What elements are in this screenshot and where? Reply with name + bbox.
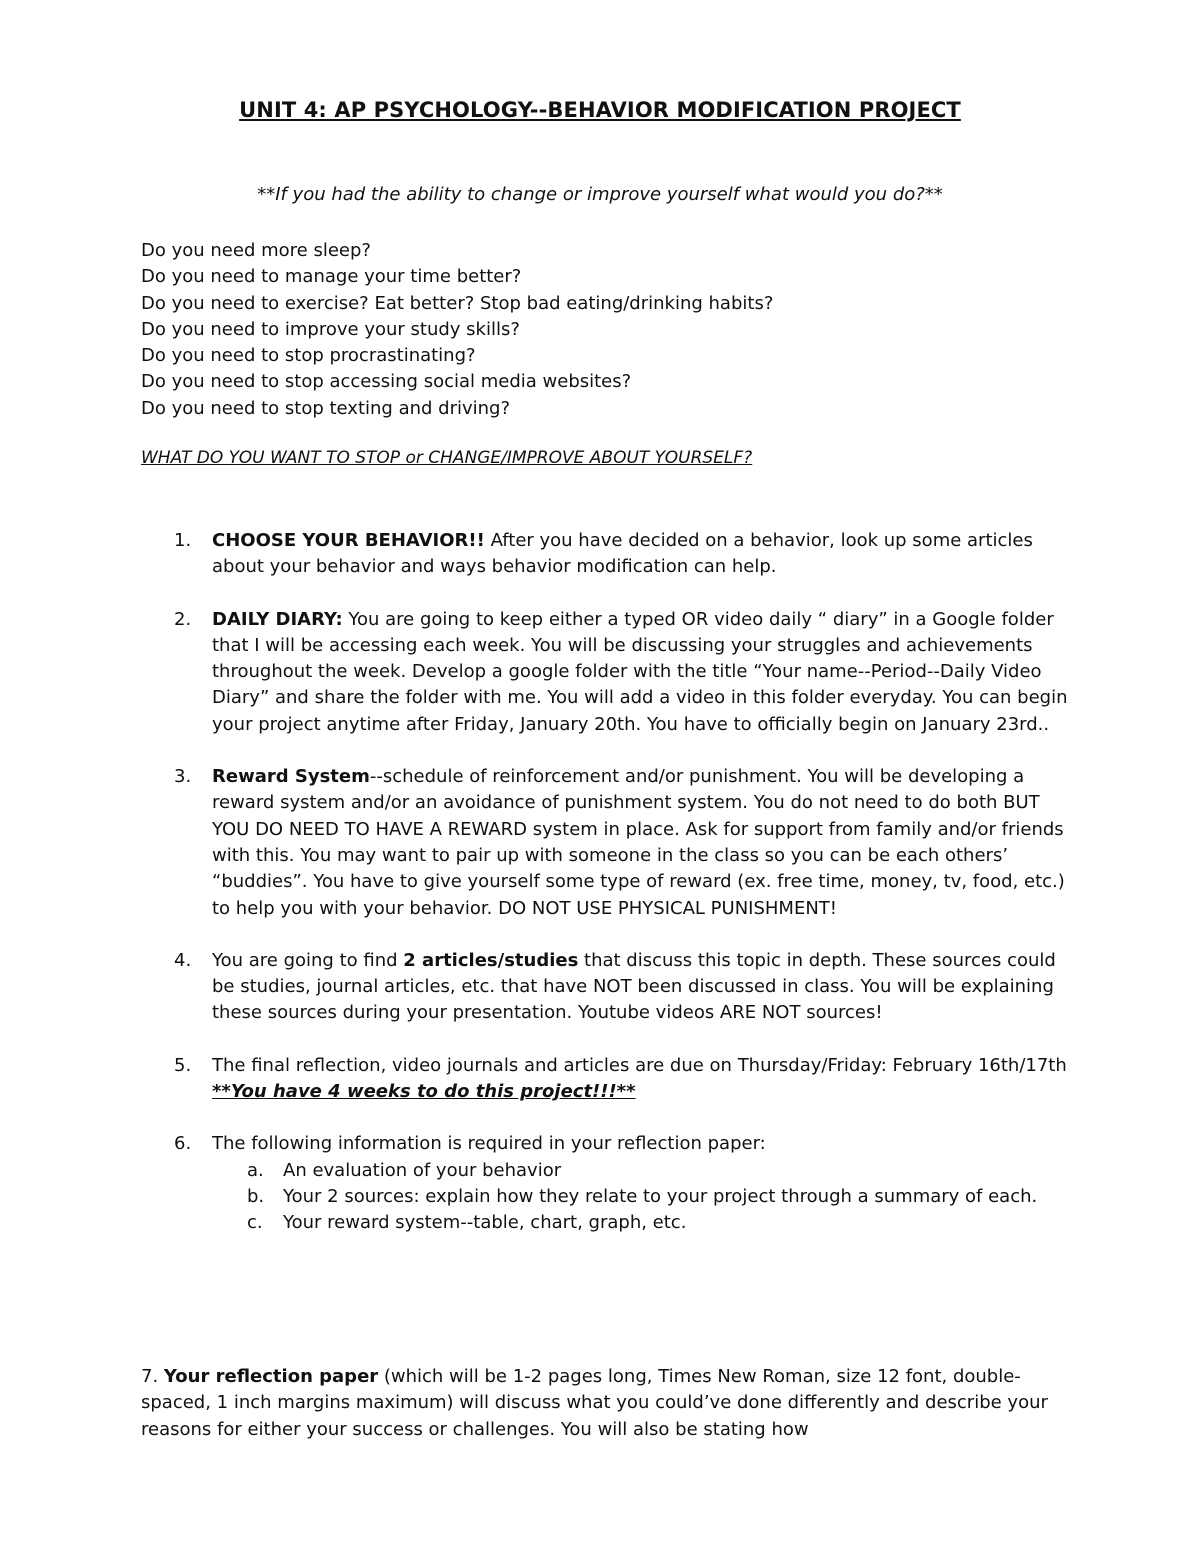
- step-6: [141, 1131, 1071, 1236]
- step-2: [141, 607, 1071, 738]
- step-text: After you have decided on a behavior, look up some articles about your behavior and ways behavior modification can help.: [212, 530, 1033, 578]
- deadline-emphasis: **You have 4 weeks to do this project!!!**: [212, 1081, 636, 1103]
- question-item: Do you need to exercise? Eat better? Stop bad eating/drinking habits?: [141, 292, 774, 314]
- step-7: [141, 1364, 1061, 1443]
- step-number: 5.: [174, 1054, 192, 1076]
- question-item: Do you need more sleep?: [141, 240, 371, 261]
- step-number: 2.: [174, 608, 192, 630]
- requirement-text: Your reward system--table, chart, graph, etc.: [283, 1212, 687, 1234]
- step-number: 4.: [174, 949, 192, 971]
- step-text: You are going to keep either a typed OR video daily “ diary” in a Google folder that I will be accessing each week. You will be discussing your struggles and achievements throughout the week. Develop a google folder with the title “Your name--Period--Daily Video Diary” and share the folder with me. You will add a video in this folder everyday. You can begin your project anytime after Friday, January 20th. You have to officially begin on January 23rd..: [212, 608, 1068, 735]
- requirement-item: [212, 1210, 1071, 1236]
- question-item: Do you need to improve your study skills?: [141, 318, 520, 340]
- step-number: 7.: [141, 1366, 159, 1387]
- step-heading: Your reflection paper: [163, 1366, 379, 1387]
- requirement-text: Your 2 sources: explain how they relate to your project through a summary of each.: [283, 1185, 1038, 1207]
- numbered-steps: [141, 528, 1071, 1263]
- page-subtitle: **If you had the ability to change or improve yourself what would you do?**: [257, 184, 943, 205]
- step-text: that discuss this topic in depth. These sources could be studies, journal articles, etc. that have NOT been discussed in class. You will be explaining these sources during your presentation. Youtube videos ARE NOT sources!: [212, 949, 1056, 1024]
- step-bold-phrase: 2 articles/studies: [403, 949, 579, 971]
- step-3: [141, 764, 1071, 922]
- step-heading: Reward System: [212, 766, 370, 788]
- step-text: The following information is required in your reflection paper:: [212, 1133, 766, 1155]
- step-4: [141, 948, 1071, 1027]
- step-number: 3.: [174, 766, 192, 788]
- step-text: (which will be 1-2 pages long, Times New Roman, size 12 font, double-spaced, 1 inch margins maximum) will discuss what you could’ve done differently and describe your reasons for either your success or challenges. You will also be stating how: [141, 1366, 1048, 1440]
- requirement-item: [212, 1158, 1071, 1184]
- step-heading: CHOOSE YOUR BEHAVIOR!!: [212, 530, 485, 551]
- requirement-item: [212, 1184, 1071, 1210]
- section-prompt: WHAT DO YOU WANT TO STOP or CHANGE/IMPROVE ABOUT YOURSELF?: [141, 448, 753, 468]
- requirement-letter: a.: [247, 1159, 264, 1181]
- step-number: 1.: [174, 530, 192, 551]
- question-list: [141, 238, 1101, 422]
- step-number: 6.: [174, 1133, 192, 1155]
- requirement-text: An evaluation of your behavior: [283, 1159, 562, 1181]
- question-item: Do you need to manage your time better?: [141, 266, 522, 288]
- step-1: [141, 528, 1071, 581]
- requirement-letter: b.: [247, 1185, 265, 1207]
- question-item: Do you need to stop accessing social media websites?: [141, 371, 632, 393]
- step-text: --schedule of reinforcement and/or punishment. You will be developing a reward system and/or an avoidance of punishment system. You do not need to do both BUT YOU DO NEED TO HAVE A REWARD system in place. Ask for support from family and/or friends with this. You may want to pair up with someone in the class so you can be each others’ “buddies”. You have to give yourself some type of reward (ex. free time, money, tv, food, etc.) to help you with your behavior. DO NOT USE PHYSICAL PUNISHMENT!: [212, 766, 1065, 919]
- requirement-letter: c.: [247, 1212, 263, 1234]
- question-item: Do you need to stop procrastinating?: [141, 345, 476, 367]
- question-item: Do you need to stop texting and driving?: [141, 397, 511, 419]
- page-title: UNIT 4: AP PSYCHOLOGY--BEHAVIOR MODIFICATION PROJECT: [239, 98, 961, 122]
- step-heading: DAILY DIARY:: [212, 608, 343, 630]
- step-5: [141, 1053, 1071, 1106]
- requirement-list: [212, 1158, 1071, 1237]
- step-text: The final reflection, video journals and articles are due on Thursday/Friday: February 16th/17th: [212, 1054, 1067, 1076]
- step-text: You are going to find: [212, 949, 404, 971]
